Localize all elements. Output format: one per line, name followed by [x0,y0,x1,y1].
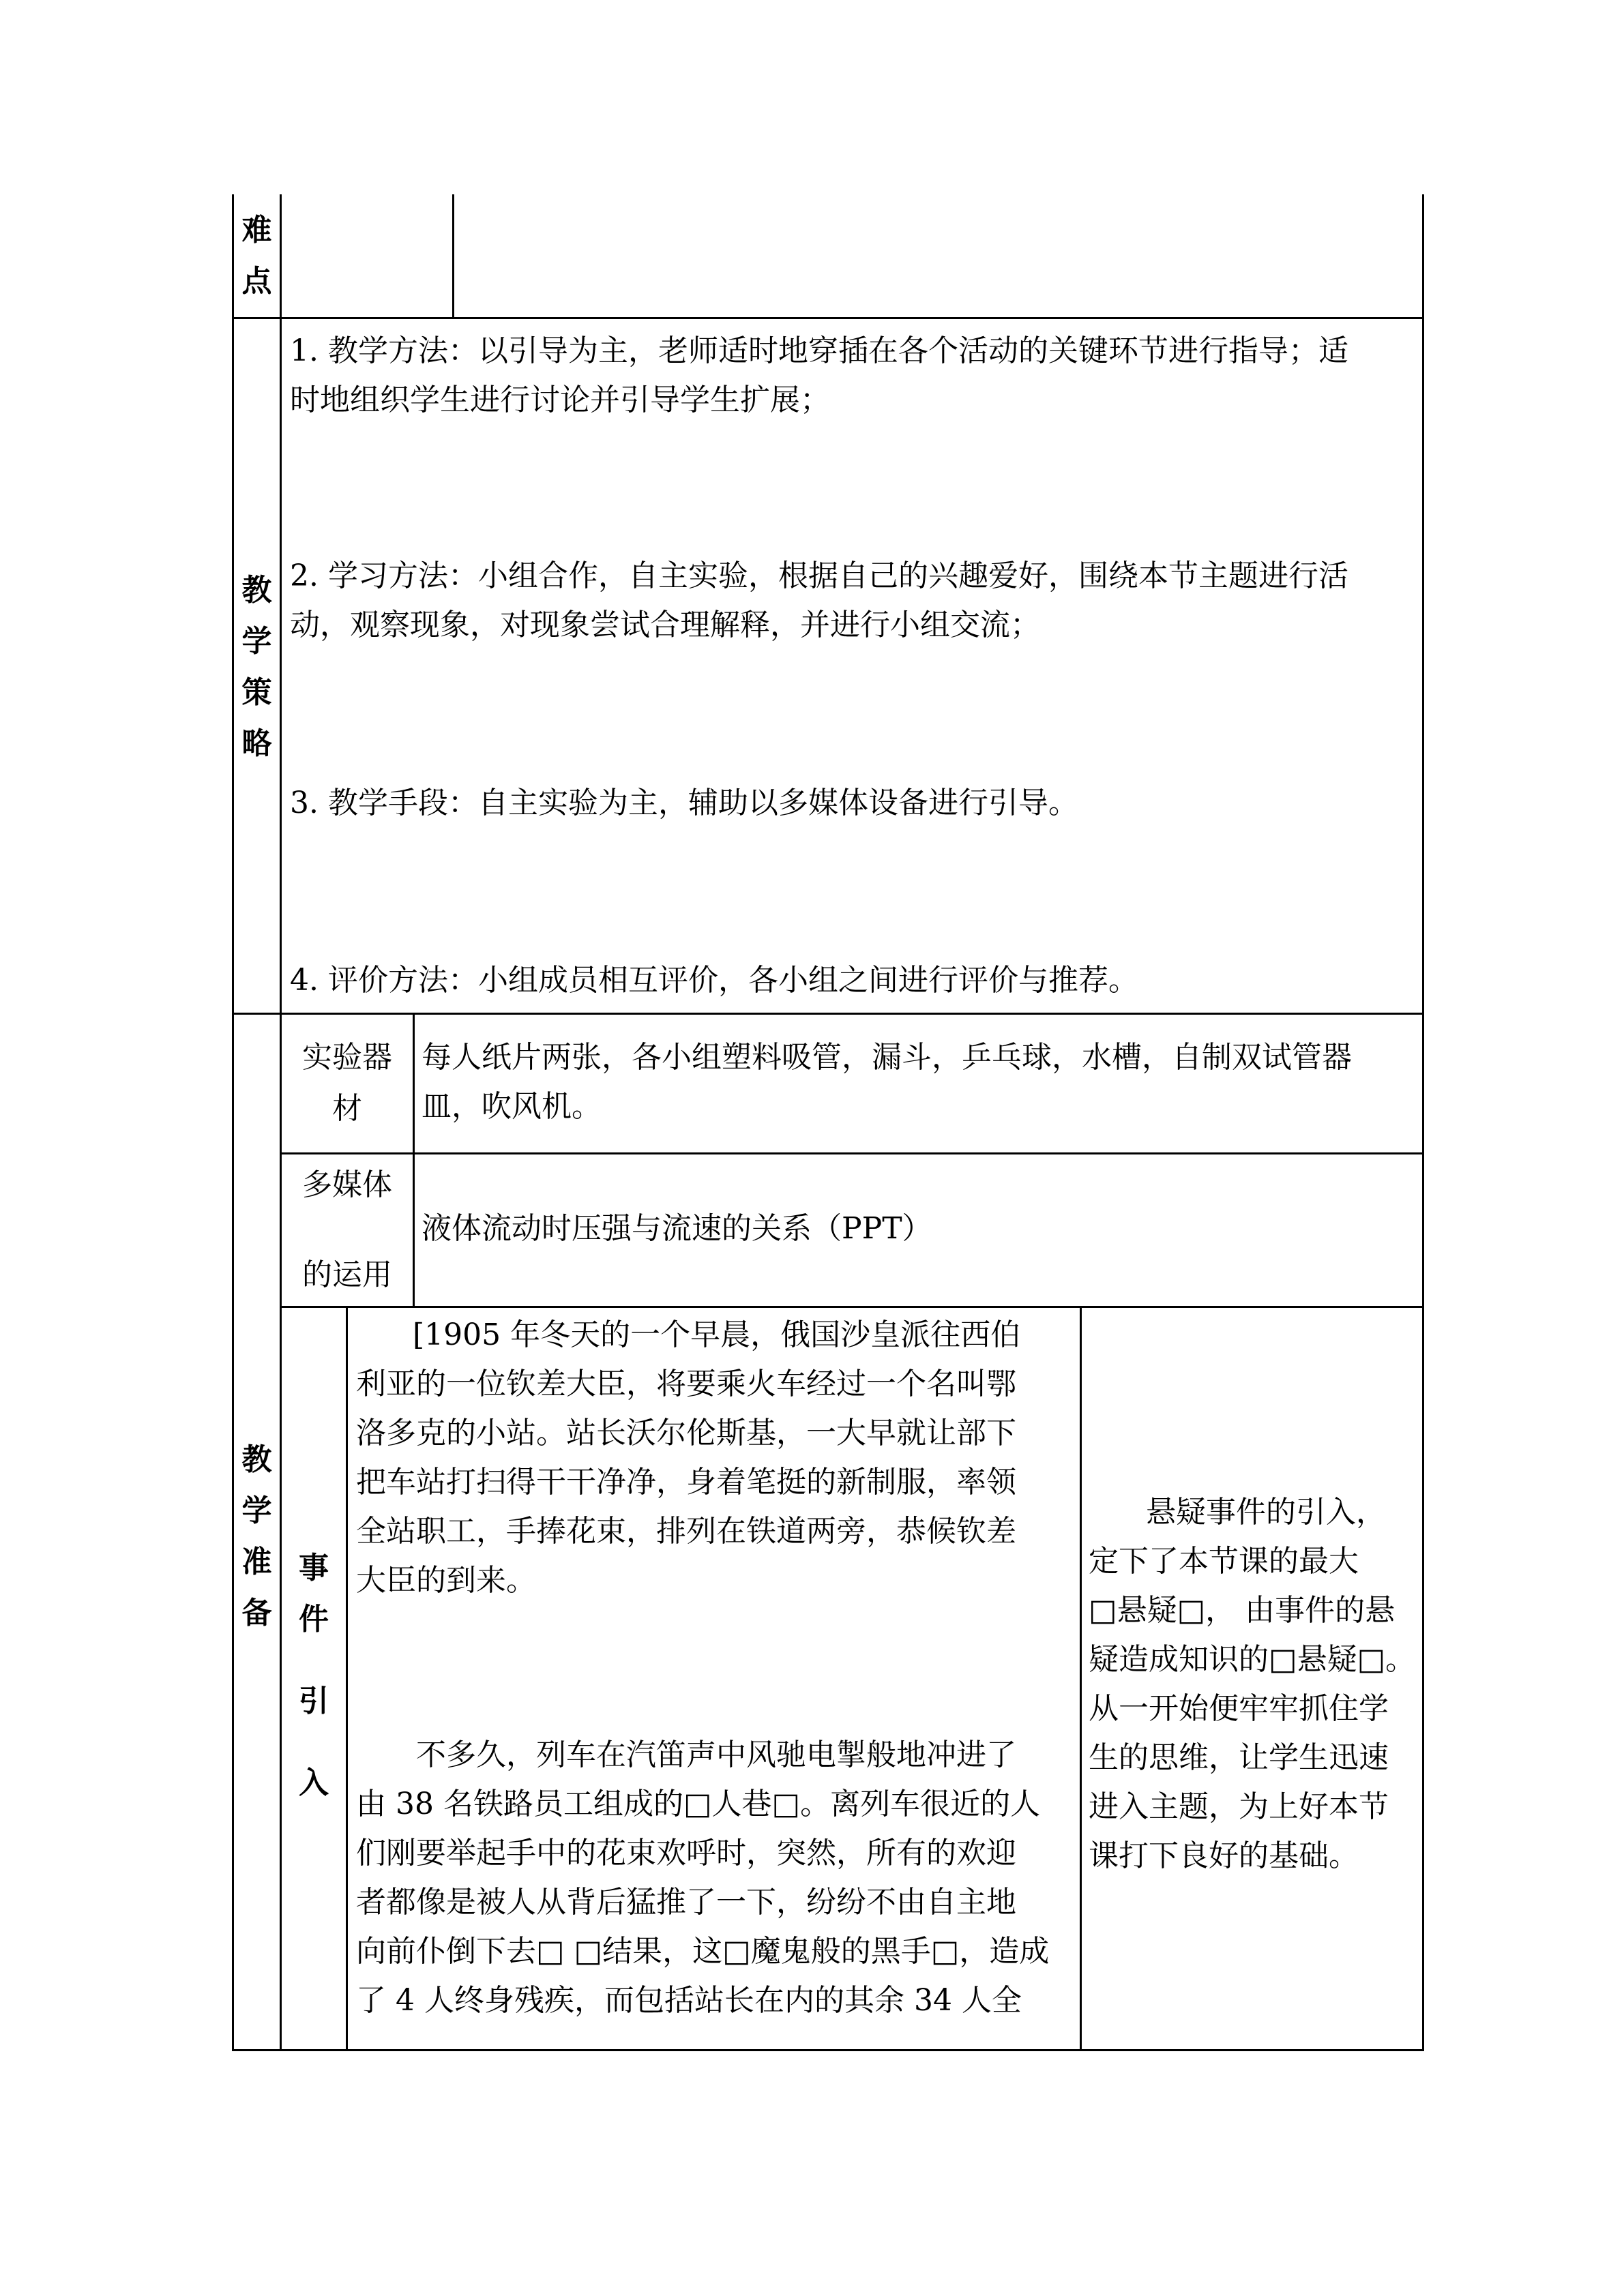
difficulty-label-char: 点 [241,264,272,299]
comment-line: 进入主题，为上好本节 [1089,1789,1389,1824]
strategy-label-char: 策 [241,675,272,710]
teaching-method-line: 时地组织学生进行讨论并引导学生扩展； [290,383,830,417]
story-line: 把车站打扫得干干净净，身着笔挺的新制服，率领 [356,1465,1016,1500]
story-line: 由 38 名铁路员工组成的□人巷□。离列车很近的人 [356,1787,1041,1821]
equipment-text-line: 每人纸片两张，各小组塑料吸管，漏斗，乒乓球，水槽，自制双试管器 [422,1040,1352,1075]
event-intro-label-char: 件 [299,1602,329,1637]
comment-line: 定下了本节课的最大 [1089,1544,1359,1579]
story-line: 洛多克的小站。站长沃尔伦斯基，一大早就让部下 [356,1416,1016,1450]
comment-line: 从一开始便牢牢抓住学 [1089,1691,1389,1726]
learning-method-line: 2. 学习方法：小组合作，自主实验，根据自己的兴趣爱好，围绕本节主题进行活 [290,558,1348,593]
media-text: 液体流动时压强与流速的关系（PPT） [422,1211,932,1246]
story-line: 了 4 人终身残疾，而包括站长在内的其余 34 人全 [356,1983,1022,2018]
preparation-label-char: 学 [241,1493,272,1528]
media-label-line: 的运用 [302,1257,392,1292]
difficulty-label [234,205,280,307]
teaching-means: 3. 教学手段：自主实验为主，辅助以多媒体设备进行引导。 [290,786,1078,820]
comment-line: 疑造成知识的□悬疑□。 [1089,1642,1416,1677]
story-line: 大臣的到来。 [356,1563,536,1598]
evaluation-method: 4. 评价方法：小组成员相互评价，各小组之间进行评价与推荐。 [290,963,1138,998]
media-label-line: 多媒体 [302,1167,392,1202]
story-line: 向前仆倒下去□ □结果，这□魔鬼般的黑手□，造成 [356,1934,1050,1969]
event-intro-label-char: 入 [299,1765,329,1800]
story-line: [1905 年冬天的一个早晨，俄国沙皇派往西伯 [413,1317,1021,1352]
story-line: 者都像是被人从背后猛推了一下，纷纷不由自主地 [356,1885,1016,1920]
strategy-label [234,565,280,769]
comment-line: 悬疑事件的引入， [1146,1495,1386,1530]
story-line: 全站职工，手捧花束，排列在铁道两旁，恭候钦差 [356,1514,1016,1549]
equipment-label-line: 实验器 [302,1040,392,1075]
preparation-label [234,1434,280,1639]
learning-method-line: 动，观察现象，对现象尝试合理解释，并进行小组交流； [290,608,1040,642]
strategy-label-char: 略 [241,726,272,761]
equipment-text-line: 皿，吹风机。 [422,1089,602,1124]
preparation-label-char: 备 [241,1596,272,1630]
preparation-label-char: 准 [241,1545,272,1579]
event-intro-label-char: 引 [299,1684,329,1718]
preparation-label-char: 教 [241,1442,272,1477]
event-intro-label [282,1542,346,1808]
teaching-method-line: 1. 教学方法：以引导为主，老师适时地穿插在各个活动的关键环节进行指导；适 [290,333,1348,368]
comment-line: 生的思维，让学生迅速 [1089,1740,1389,1775]
strategy-label-char: 学 [241,624,272,659]
story-line: 们刚要举起手中的花束欢呼时，突然，所有的欢迎 [356,1836,1016,1870]
comment-line: □悬疑□， 由事件的悬 [1089,1593,1396,1628]
equipment-label-line: 材 [332,1091,362,1126]
equipment-label [282,1032,413,1134]
difficulty-label-char: 难 [241,213,272,248]
story-line: 利亚的一位钦差大臣，将要乘火车经过一个名叫鄂 [356,1367,1016,1401]
event-intro-label-char: 事 [299,1551,329,1585]
story-line: 不多久，列车在汽笛声中风驰电掣般地冲进了 [416,1738,1016,1772]
strategy-label-char: 教 [241,573,272,608]
comment-line: 课打下良好的基础。 [1089,1838,1359,1873]
